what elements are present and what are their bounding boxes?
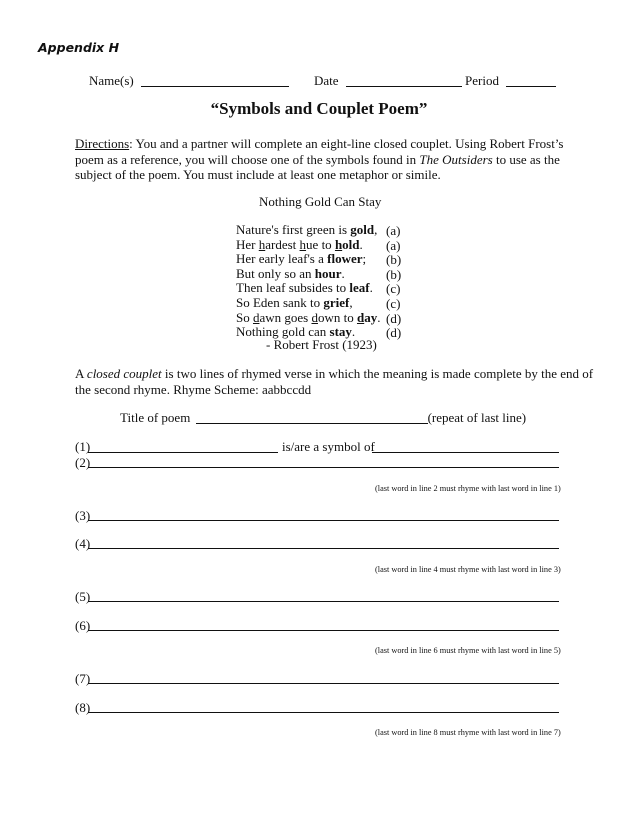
line-2-blank[interactable]	[88, 467, 559, 468]
poem-rhyme-word: flower	[327, 251, 363, 267]
poem-title-row	[120, 410, 526, 426]
poem-line	[236, 267, 345, 282]
date-field-row	[314, 73, 462, 89]
line-label-8: (8)	[75, 700, 91, 715]
poem-author: - Robert Frost (1923)	[266, 337, 377, 352]
poem-underlined-letter: h	[299, 236, 307, 252]
poem-text: But only so an	[236, 265, 315, 281]
poem-title: Nothing Gold Can Stay	[259, 194, 382, 209]
poem-underlined-letter: d	[252, 309, 260, 325]
name-field-row	[89, 73, 289, 89]
rhyme-note-1: (last word in line 2 must rhyme with last word in line 1)	[375, 484, 561, 493]
period-field-row	[465, 73, 556, 89]
period-blank[interactable]	[506, 73, 556, 87]
poem-line	[236, 238, 363, 253]
poem-punctuation: .	[377, 309, 381, 325]
closed-couplet-definition	[75, 366, 595, 397]
name-label: Name(s)	[89, 73, 134, 88]
poem-text: reen is	[312, 222, 351, 237]
rhyme-scheme-letter: (d)	[386, 325, 402, 341]
line-label-2: (2)	[75, 455, 91, 470]
line-label-7: (7)	[75, 671, 91, 686]
poem-text: own to	[317, 309, 357, 325]
directions-label: Directions	[75, 136, 130, 151]
rhyme-scheme-letter: (b)	[386, 252, 402, 268]
period-label: Period	[465, 73, 499, 88]
date-blank[interactable]	[346, 73, 462, 87]
poem-punctuation: ,	[349, 295, 353, 310]
poem-text: Nature's first	[236, 222, 307, 237]
line-label-1: (1)	[75, 439, 91, 454]
poem-text: ue to	[306, 236, 335, 252]
line-1-blank-meaning[interactable]	[372, 452, 559, 453]
poem-underlined-letter: g	[350, 222, 357, 237]
poem-underlined-letter: d	[311, 309, 318, 325]
line-3-blank[interactable]	[88, 520, 559, 521]
rhyme-note-3: (last word in line 6 must rhyme with last word in line 5)	[375, 646, 561, 655]
poem-line	[236, 223, 377, 238]
rhyme-scheme-letter: (d)	[386, 310, 402, 326]
poem-rhyme-word: stay	[329, 324, 352, 340]
poem-text: So Eden sank to	[236, 295, 324, 310]
poem-rhyme-word: grief	[323, 295, 350, 310]
poem-text: ardest	[265, 236, 300, 252]
poem-punctuation: .	[369, 280, 373, 296]
line-1-blank-symbol[interactable]	[88, 452, 278, 453]
page-title: “Symbols and Couplet Poem”	[210, 99, 428, 118]
poem-text: awn goes	[259, 309, 312, 325]
poem-text: Then leaf subsides to	[236, 280, 350, 296]
definition-text-1: A	[75, 366, 87, 381]
poem-underlined-letter: h	[258, 236, 266, 252]
poem-title-blank[interactable]	[196, 410, 428, 424]
book-title: The Outsiders	[419, 151, 493, 167]
rhyme-scheme-letter: (a)	[386, 223, 401, 238]
poem-text: Nothing gold can	[236, 324, 330, 340]
poem-underlined-letter: h	[334, 236, 343, 252]
rhyme-note-4: (last word in line 8 must rhyme with last word in line 7)	[375, 728, 561, 737]
poem-rhyme-word: hour	[314, 265, 342, 281]
poem-punctuation: .	[351, 324, 356, 340]
rhyme-note-2: (last word in line 4 must rhyme with last word in line 3)	[375, 565, 561, 574]
poem-underlined-letter: g	[306, 222, 313, 237]
line-8-blank[interactable]	[88, 712, 559, 713]
poem-line	[236, 252, 366, 267]
rhyme-scheme-letter: (b)	[386, 266, 402, 282]
line-4-blank[interactable]	[88, 548, 559, 549]
line-label-4: (4)	[75, 536, 91, 551]
title-suffix: (repeat of last line)	[427, 410, 527, 425]
poem-rhyme-word: gold	[350, 222, 375, 237]
line-6-blank[interactable]	[88, 630, 559, 631]
poem-punctuation: ,	[374, 222, 378, 237]
poem-line	[236, 281, 373, 296]
poem-line	[236, 296, 353, 311]
line-label-6: (6)	[75, 618, 91, 633]
directions-paragraph	[75, 136, 595, 183]
line-label-5: (5)	[75, 589, 91, 604]
definition-term: closed couplet	[86, 366, 162, 381]
poem-text: Her early leaf's a	[236, 251, 328, 267]
poem-line	[236, 311, 380, 326]
rhyme-scheme-letter: (c)	[386, 296, 401, 311]
poem-punctuation: .	[359, 236, 363, 252]
poem-rhyme-word: hold	[334, 236, 360, 252]
directions-text-1: : You and a partner will complete an eight-line closed couplet. Using Robert Frost’s poem as a reference, you will choose one of the symbols found in	[75, 136, 564, 167]
line-5-blank[interactable]	[88, 601, 559, 602]
poem-underlined-letter: d	[356, 309, 365, 325]
rhyme-scheme-letter: (a)	[386, 237, 401, 253]
poem-rhyme-word: leaf	[349, 280, 370, 296]
line-label-3: (3)	[75, 508, 91, 523]
definition-text-2: is two lines of rhymed verse in which the meaning is made complete by the end of the second rhyme. Rhyme Scheme: aabbccdd	[75, 366, 594, 397]
poem-punctuation: ;	[362, 251, 367, 267]
poem-punctuation: .	[341, 265, 345, 281]
line-7-blank[interactable]	[88, 683, 559, 684]
date-label: Date	[314, 73, 339, 88]
poem-text: Her	[236, 236, 259, 252]
rhyme-scheme-letter: (c)	[386, 281, 401, 297]
appendix-label: Appendix H	[38, 40, 120, 55]
directions-text-2: to use as the subject of the poem. You must include at least one metaphor or simile.	[75, 151, 560, 182]
name-blank[interactable]	[141, 73, 289, 87]
poem-rhyme-word: day	[356, 309, 378, 325]
symbol-text: is/are a symbol of	[282, 439, 375, 454]
poem-text: So	[236, 309, 253, 325]
title-of-poem-label: Title of poem	[120, 410, 191, 425]
